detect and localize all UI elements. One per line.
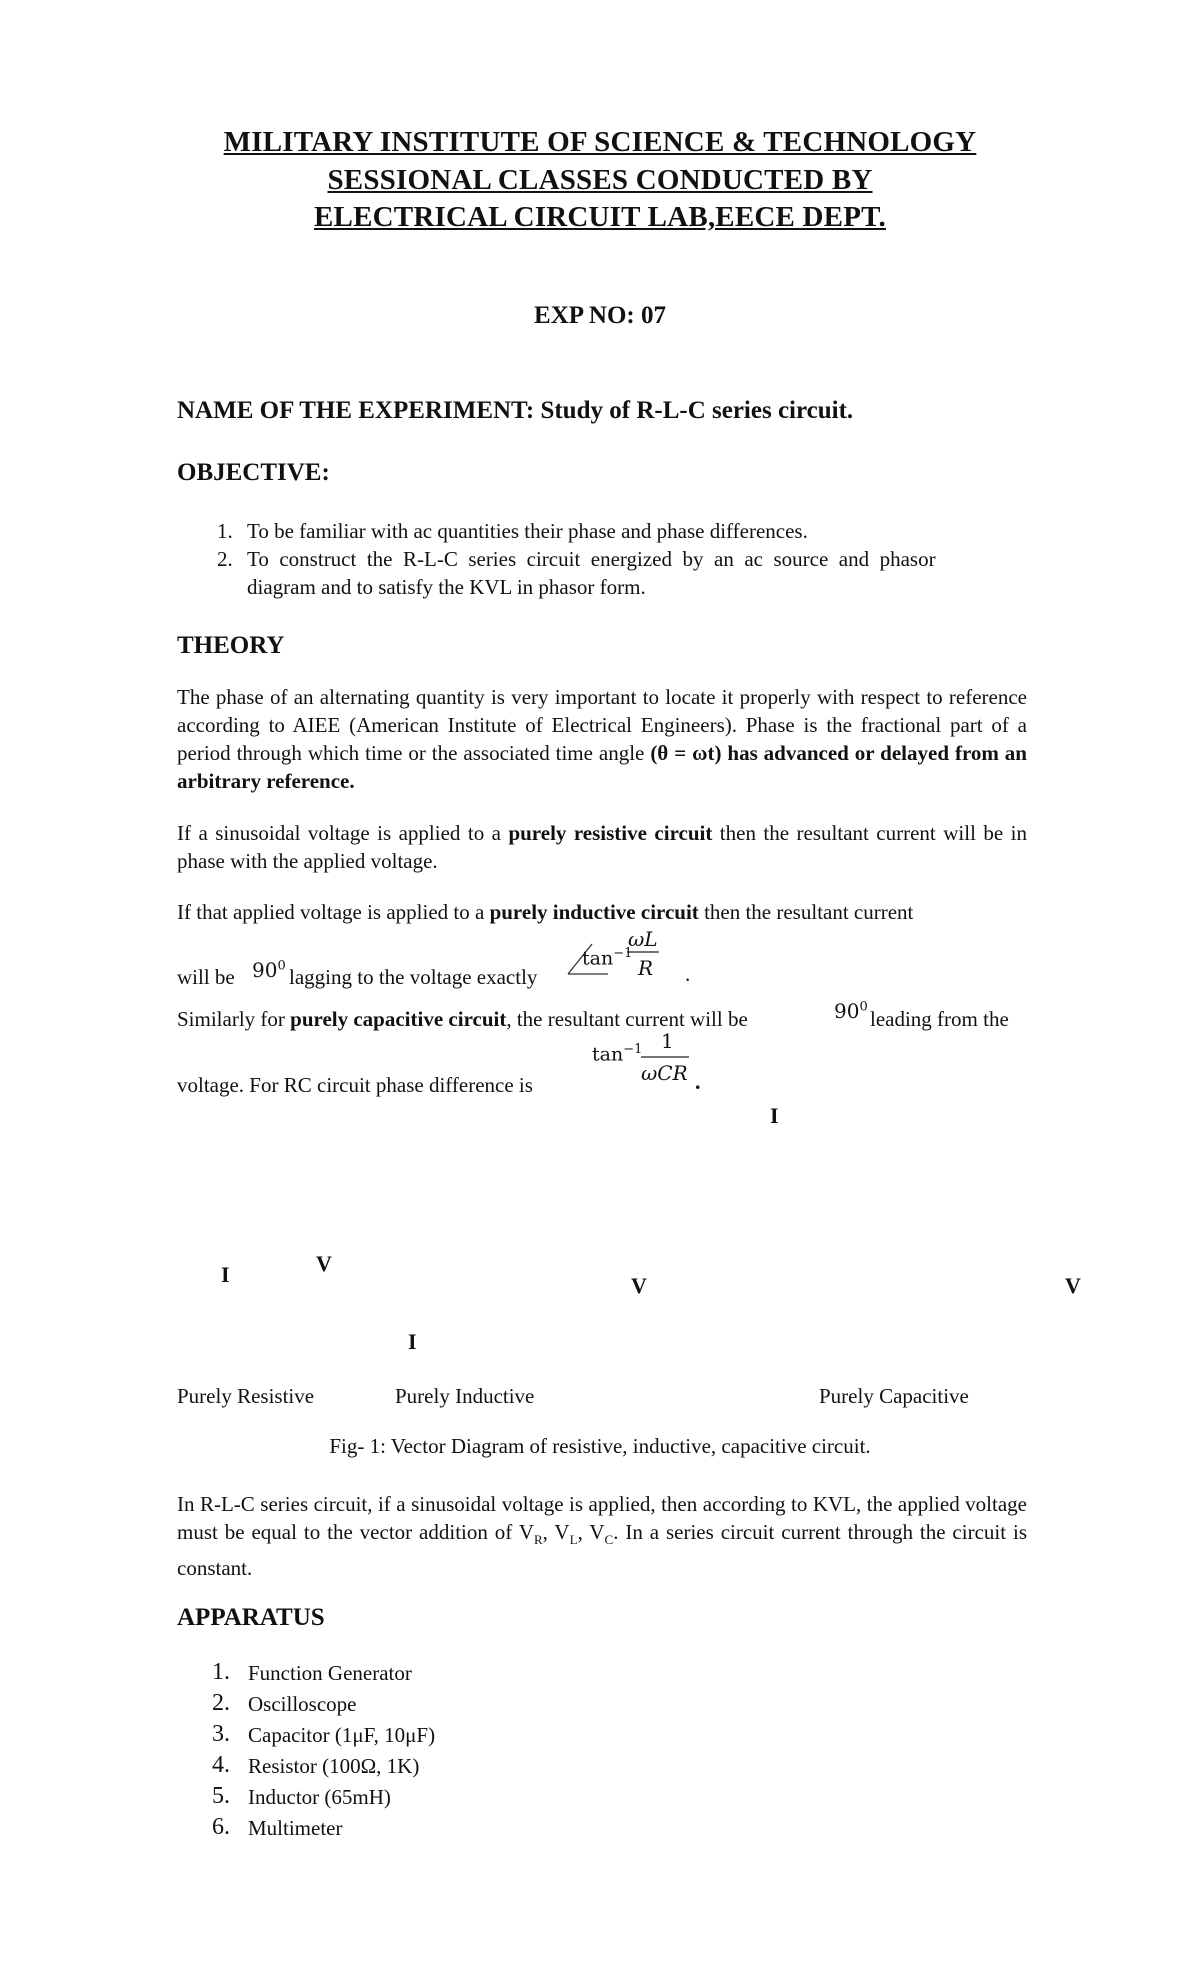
objective-heading: OBJECTIVE: [177,459,330,486]
apparatus-num-5: 5. [212,1783,230,1809]
lab-title: ELECTRICAL CIRCUIT LAB,EECE DEPT. [314,201,886,233]
angle-90-lead-value: 90 [834,999,860,1023]
r-denominator: R [638,956,654,980]
apparatus-num-4: 4. [212,1752,230,1778]
resistive-current-label: I [221,1262,230,1287]
omega-l: ωL [628,927,658,951]
p6-end: . In a series circuit current through the circuit is constant. [177,1520,1027,1581]
objective-num-1: 1. [217,519,233,543]
apparatus-heading: APPARATUS [177,1604,325,1631]
p2-text-a: If a sinusoidal voltage is applied to a [177,821,509,845]
sessional-title: SESSIONAL CLASSES CONDUCTED BY [327,164,873,196]
p6-sep-2: , V [577,1520,605,1544]
institute-title: MILITARY INSTITUTE OF SCIENCE & TECHNOLOGY [223,126,977,158]
resistive-voltage-label: V [316,1251,332,1276]
p6-sep-1: , V [542,1520,570,1544]
inverse-sup-1: −1 [613,946,633,961]
apparatus-num-2: 2. [212,1690,230,1716]
experiment-name [177,397,853,425]
tan-capacitive [592,1042,642,1065]
apparatus-num-3: 3. [212,1721,230,1747]
one-numerator: 1 [661,1029,674,1053]
theory-paragraph-3-line1 [177,900,1027,925]
caption-inductive: Purely Inductive [395,1384,535,1408]
angle-90-lead [834,999,868,1023]
inductive-current-label: I [408,1329,417,1354]
p3-dot: . [685,962,691,986]
caption-resistive: Purely Resistive [177,1384,315,1408]
apparatus-item-1: Function Generator [248,1661,412,1685]
p6-sub-r: R [533,1532,543,1548]
apparatus-num-1: 1. [212,1659,230,1685]
angle-90-lag-value: 90 [252,958,278,982]
apparatus-item-3: Capacitor (1μF, 10μF) [248,1723,436,1747]
capacitive-voltage-label: V [1065,1273,1081,1298]
theory-heading: THEORY [177,632,285,659]
degree-sup-2: 0 [859,999,868,1015]
fraction-bar-wcr [640,1055,690,1059]
inductive-voltage-label: V [631,1273,647,1298]
p3-bold: purely inductive circuit [489,900,699,924]
inverse-sup-2: −1 [623,1042,643,1057]
p4-leading: leading from the [870,1007,1009,1031]
objective-item-1: To be familiar with ac quantities their phase and phase differences. [247,519,808,543]
theory-paragraph-2 [177,819,1027,875]
apparatus-item-2: Oscilloscope [248,1692,357,1716]
p4-bold: purely capacitive circuit [290,1007,507,1031]
theory-paragraph-1 [177,683,1027,795]
capacitive-current-label: I [770,1103,779,1128]
tan-inductive [582,946,632,969]
p4-current: , the resultant current will be [506,1007,748,1031]
p5-dot: . [695,1069,701,1094]
apparatus-item-4: Resistor (100Ω, 1K) [248,1754,420,1778]
figure-caption: Fig- 1: Vector Diagram of resistive, inductive, capacitive circuit. [329,1434,871,1458]
p1-text: The phase of an alternating quantity is very important to locate it properly with respect to reference according to AIEE (American Institute of Electrical Engineers). Phase is the fractional part of a period through which time or the associated time angle [177,685,1027,765]
exp-number: EXP NO: 07 [534,302,666,329]
omega-cr: ωCR [641,1061,688,1085]
objective-item-2-line1: To construct the R-L-C series circuit energized by an ac source and phasor [247,547,936,571]
p3-will-be: will be [177,965,235,989]
degree-sup: 0 [277,958,286,974]
apparatus-item-6: Multimeter [248,1816,343,1840]
p3-text-a: If that applied voltage is applied to a [177,900,490,924]
p3-lagging: lagging to the voltage exactly [289,965,538,989]
apparatus-num-6: 6. [212,1814,230,1840]
experiment-value: Study of R-L-C series circuit. [540,397,854,424]
p2-text-c: then the resultant current will be in phase with the applied voltage. [177,821,1027,873]
caption-capacitive: Purely Capacitive [819,1384,969,1408]
tan-text-1: tan [582,947,614,970]
p6-text: In R-L-C series circuit, if a sinusoidal voltage is applied, then according to KVL, the applied voltage must be equal to the vector addition of V [177,1492,1027,1544]
p5-text: voltage. For RC circuit phase difference is [177,1073,533,1097]
p2-bold: purely resistive circuit [508,821,713,845]
theory-paragraph-6 [177,1490,1027,1582]
p4-similarly: Similarly for [177,1007,291,1031]
angle-90-lag [252,958,286,982]
p6-sub-c: C [604,1532,614,1548]
tan-text-2: tan [592,1043,624,1066]
apparatus-item-5: Inductor (65mH) [248,1785,391,1809]
objective-item-2-line2: diagram and to satisfy the KVL in phasor form. [247,575,646,599]
objective-num-2: 2. [217,547,233,571]
p1-bold: (θ = ωt) has advanced or delayed from an arbitrary reference. [177,741,1027,793]
p3-text-c: then the resultant current [698,900,914,924]
experiment-label: NAME OF THE EXPERIMENT: [177,397,535,424]
p6-sub-l: L [569,1532,578,1548]
